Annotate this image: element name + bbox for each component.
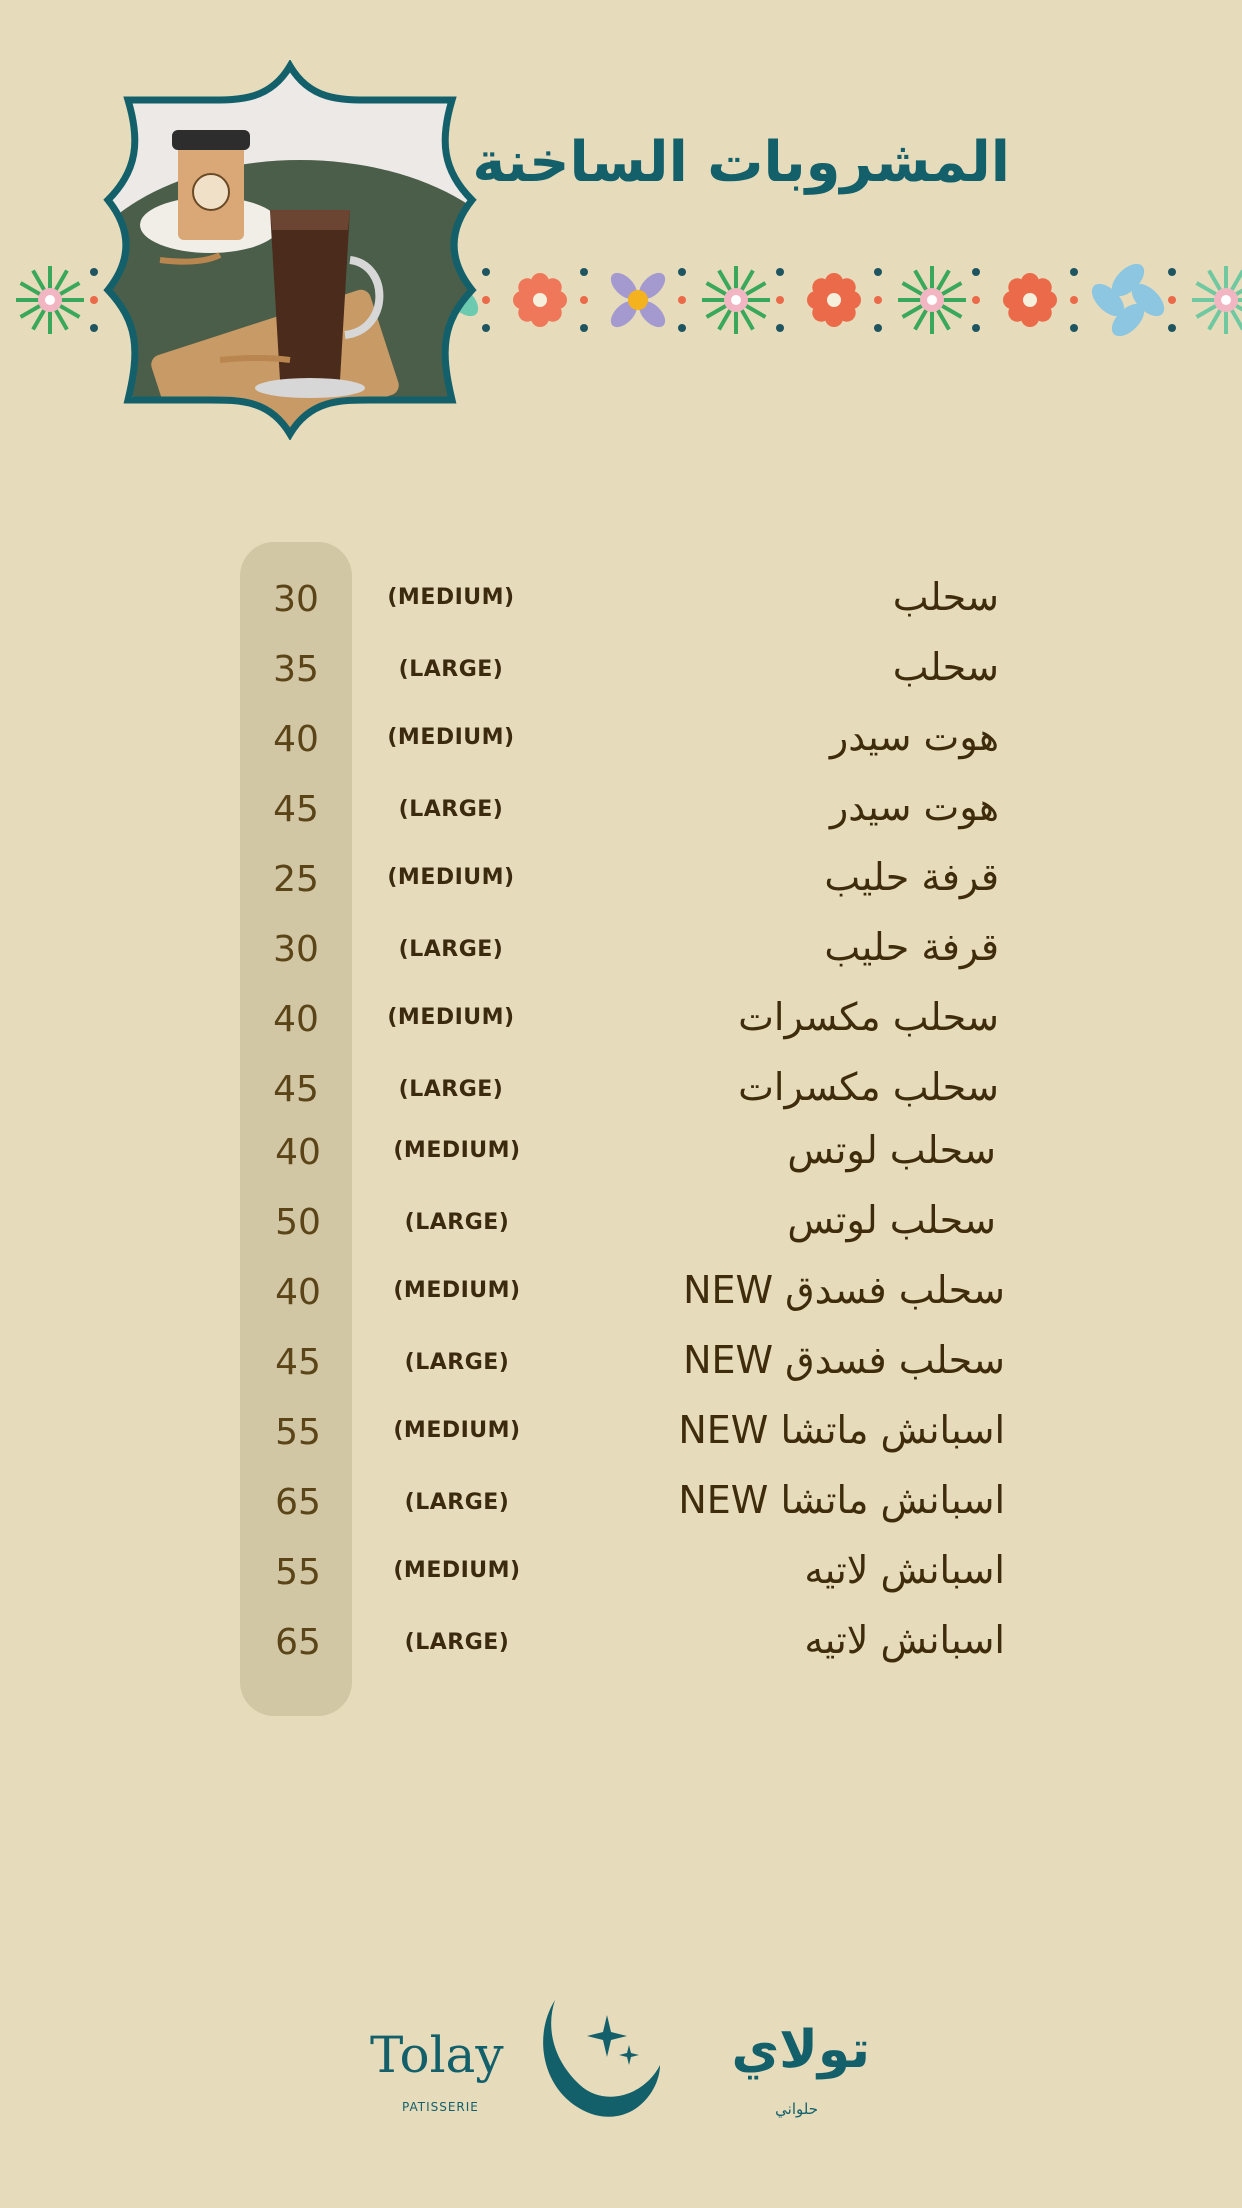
list-item — [0, 715, 1242, 775]
item-size: (MEDIUM) — [393, 1418, 521, 1443]
item-name: سحلب لوتس — [787, 1198, 996, 1242]
list-item — [0, 1478, 1242, 1538]
item-name: اسبانش لاتيه — [804, 1548, 1005, 1592]
list-item — [0, 1128, 1242, 1188]
item-price: 55 — [275, 1412, 321, 1453]
item-price: 40 — [275, 1132, 321, 1173]
list-item — [0, 1198, 1242, 1258]
list-item — [0, 1408, 1242, 1468]
item-name: قرفة حليب — [824, 925, 999, 969]
item-name: سحلب فسدق NEW — [683, 1268, 1005, 1312]
item-price: 40 — [273, 999, 319, 1040]
item-name: اسبانش ماتشا NEW — [678, 1408, 1005, 1452]
item-price: 40 — [275, 1272, 321, 1313]
list-item — [0, 995, 1242, 1055]
item-size: (LARGE) — [404, 1210, 510, 1235]
list-item — [0, 1268, 1242, 1328]
item-size: (LARGE) — [398, 797, 504, 822]
item-price: 40 — [273, 719, 319, 760]
item-name: سحلب مكسرات — [738, 995, 999, 1039]
item-name: سحلب فسدق NEW — [683, 1338, 1005, 1382]
item-size: (MEDIUM) — [393, 1138, 521, 1163]
item-size: (MEDIUM) — [387, 725, 515, 750]
item-name: سحلب مكسرات — [738, 1065, 999, 1109]
list-item — [0, 645, 1242, 705]
list-item — [0, 1065, 1242, 1125]
item-price: 30 — [273, 929, 319, 970]
item-price: 45 — [273, 789, 319, 830]
item-size: (MEDIUM) — [387, 1005, 515, 1030]
item-name: اسبانش ماتشا NEW — [678, 1478, 1005, 1522]
item-name: سحلب — [892, 575, 999, 619]
logo-arabic: تولاي — [731, 2020, 870, 2080]
page-title: المشروبات الساخنة — [472, 130, 1010, 195]
drinks-photo — [100, 60, 480, 440]
item-price: 25 — [273, 859, 319, 900]
item-name: سحلب — [892, 645, 999, 689]
item-size: (MEDIUM) — [387, 865, 515, 890]
item-price: 30 — [273, 579, 319, 620]
item-price: 55 — [275, 1552, 321, 1593]
list-item — [0, 785, 1242, 845]
item-size: (MEDIUM) — [393, 1558, 521, 1583]
list-item — [0, 1338, 1242, 1398]
item-size: (LARGE) — [398, 657, 504, 682]
brand-logo — [370, 1990, 870, 2130]
item-size: (LARGE) — [404, 1350, 510, 1375]
item-size: (LARGE) — [398, 937, 504, 962]
item-size: (MEDIUM) — [387, 585, 515, 610]
item-size: (LARGE) — [404, 1490, 510, 1515]
item-size: (MEDIUM) — [393, 1278, 521, 1303]
list-item — [0, 925, 1242, 985]
logo-arabic-sub: حلواني — [775, 2100, 818, 2118]
item-price: 45 — [273, 1069, 319, 1110]
item-size: (LARGE) — [404, 1630, 510, 1655]
crescent-star-logo-icon — [525, 1990, 665, 2130]
item-price: 65 — [275, 1622, 321, 1663]
item-price: 50 — [275, 1202, 321, 1243]
item-name: قرفة حليب — [824, 855, 999, 899]
item-price: 35 — [273, 649, 319, 690]
item-size: (LARGE) — [398, 1077, 504, 1102]
logo-latin-sub: PATISSERIE — [402, 2100, 479, 2114]
list-item — [0, 1548, 1242, 1608]
list-item — [0, 1618, 1242, 1678]
list-item — [0, 855, 1242, 915]
item-name: اسبانش لاتيه — [804, 1618, 1005, 1662]
item-name: سحلب لوتس — [787, 1128, 996, 1172]
item-price: 45 — [275, 1342, 321, 1383]
item-name: هوت سيدر — [829, 785, 999, 829]
list-item — [0, 575, 1242, 635]
logo-latin: Tolay — [370, 2026, 504, 2084]
item-price: 65 — [275, 1482, 321, 1523]
item-name: هوت سيدر — [829, 715, 999, 759]
